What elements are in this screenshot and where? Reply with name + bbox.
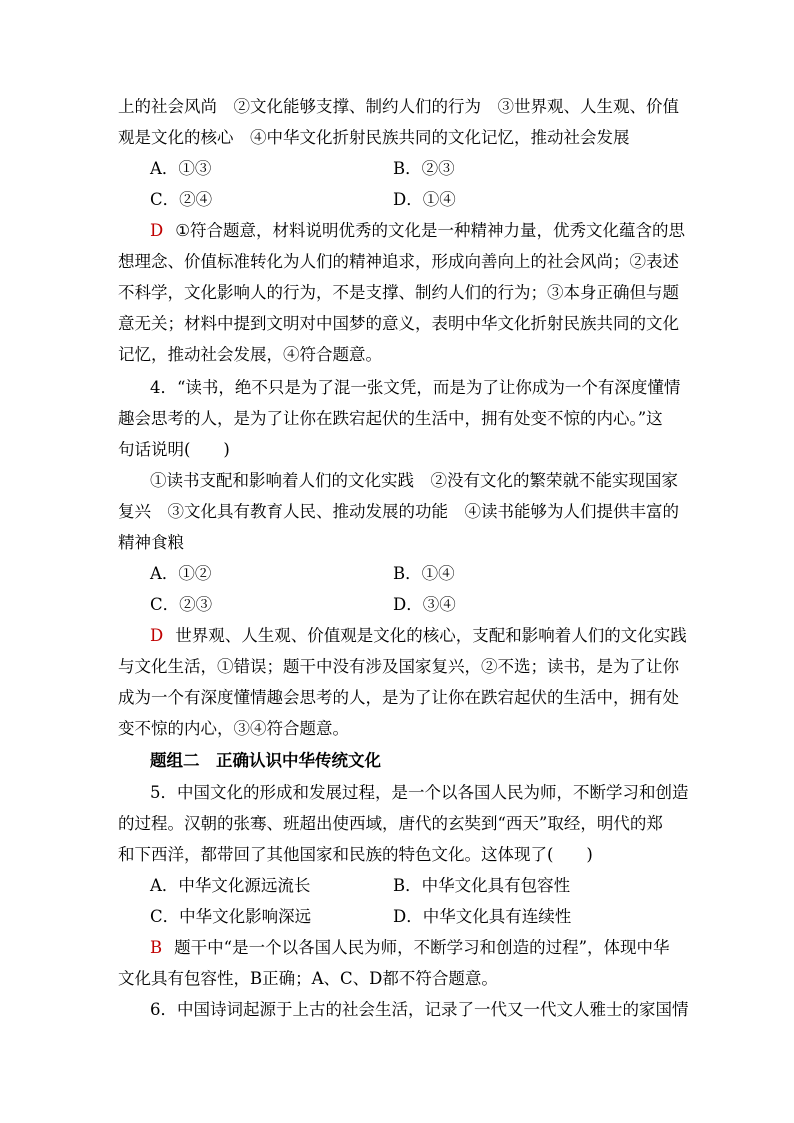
q3-option-b: B．②③ <box>393 159 455 178</box>
q5-stem-line: 的过程。汉朝的张骞、班超出使西域，唐代的玄奘到“西天”取经，明代的郑 <box>118 814 663 833</box>
q4-explanation-line <box>150 625 687 647</box>
q3-explanation-line <box>150 220 685 242</box>
q4-stem-line: 句话说明( ) <box>118 440 230 459</box>
q3-answer-letter: D <box>150 221 164 240</box>
q4-item-line: ①读书支配和影响着人们的文化实践 ②没有文化的繁荣就不能实现国家 <box>150 471 678 490</box>
q5-option-d: D．中华文化具有连续性 <box>393 907 572 926</box>
q5-explanation-line <box>150 937 670 959</box>
q3-option-a: A．①③ <box>150 159 212 178</box>
q3-explanation-line: 不科学，文化影响人的行为，不是支撑、制约人们的行为；③本身正确但与题 <box>118 283 679 302</box>
q4-explanation-text: 世界观、人生观、价值观是文化的核心，支配和影响着人们的文化实践 <box>175 626 687 645</box>
q4-item-line: 复兴 ③文化具有教育人民、推动发展的功能 ④读书能够为人们提供丰富的 <box>118 502 679 521</box>
q5-stem-line: 和下西洋，都带回了其他国家和民族的特色文化。这体现了( ) <box>118 845 593 864</box>
q4-stem-line: 4．“读书，绝不只是为了混一张文凭，而是为了让你成为一个有深度懂情 <box>150 378 681 397</box>
q5-option-b: B．中华文化具有包容性 <box>393 876 571 895</box>
q3-explanation-line: 想理念、价值标准转化为人们的精神追求，形成向善向上的社会风尚；②表述 <box>118 252 679 271</box>
q5-answer-letter: B <box>150 938 163 957</box>
q5-explanation-line: 文化具有包容性，B正确；A、C、D都不符合题意。 <box>118 969 498 988</box>
q4-explanation-line: 与文化生活，①错误；题干中没有涉及国家复兴，②不选；读书，是为了让你 <box>118 657 679 676</box>
section-heading: 题组二 正确认识中华传统文化 <box>150 751 381 770</box>
q3-explanation-text: ①符合题意，材料说明优秀的文化是一种精神力量，优秀文化蕴含的思 <box>175 221 686 240</box>
q6-stem-line: 6．中国诗词起源于上古的社会生活，记录了一代又一代文人雅士的家国情 <box>150 1000 689 1019</box>
q3-stem-line: 上的社会风尚 ②文化能够支撑、制约人们的行为 ③世界观、人生观、价值 <box>118 97 679 116</box>
q4-option-a: A．①② <box>150 564 212 583</box>
q4-explanation-line: 成为一个有深度懂情趣会思考的人，是为了让你在跌宕起伏的生活中，拥有处 <box>118 688 679 707</box>
q3-explanation-line: 记忆，推动社会发展，④符合题意。 <box>118 345 382 364</box>
q4-answer-letter: D <box>150 626 164 645</box>
q3-option-c: C．②④ <box>150 190 213 209</box>
q4-option-b: B．①④ <box>393 564 455 583</box>
q4-option-c: C．②③ <box>150 595 213 614</box>
q4-option-d: D．③④ <box>393 595 456 614</box>
q4-item-line: 精神食粮 <box>118 533 184 552</box>
q5-stem-line: 5．中国文化的形成和发展过程，是一个以各国人民为师，不断学习和创造 <box>150 783 689 802</box>
q3-option-d: D．①④ <box>393 190 456 209</box>
q3-stem-line: 观是文化的核心 ④中华文化折射民族共同的文化记忆，推动社会发展 <box>118 128 630 147</box>
q3-explanation-line: 意无关；材料中提到文明对中国梦的意义，表明中华文化折射民族共同的文化 <box>118 314 679 333</box>
q5-explanation-text: 题干中“是一个以各国人民为师，不断学习和创造的过程”，体现中华 <box>174 938 670 957</box>
q5-option-c: C．中华文化影响深远 <box>150 907 312 926</box>
q4-explanation-line: 变不惊的内心，③④符合题意。 <box>118 719 349 738</box>
q5-option-a: A．中华文化源远流长 <box>150 876 311 895</box>
q4-stem-line: 趣会思考的人，是为了让你在跌宕起伏的生活中，拥有处变不惊的内心。”这 <box>118 409 663 428</box>
